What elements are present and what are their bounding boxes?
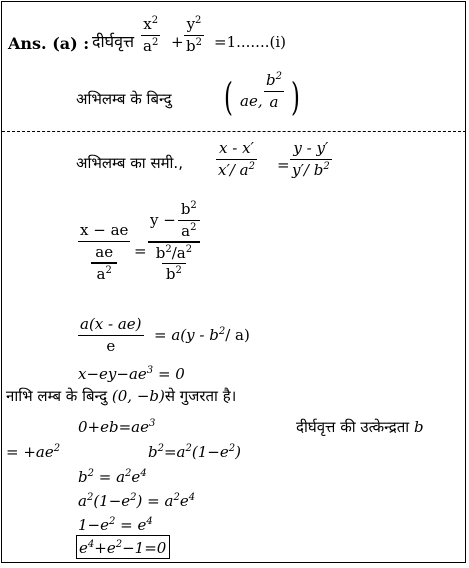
- line-5: नाभि लम्ब के बिन्दु (0, −b)से गुजरता है।: [6, 387, 237, 405]
- ellipse-x-term: $x^2$ $a^2$: [143, 15, 159, 55]
- section-divider: [2, 131, 466, 132]
- answer-label: Ans. (a) :: [8, 34, 90, 53]
- solution-box: [1, 1, 466, 563]
- line-4: $x-ey-ae^3 = 0$: [78, 365, 185, 383]
- final-answer: $e^4+e^2-1=0$: [79, 539, 167, 557]
- point-y-fraction: $b^2$ a: [266, 71, 282, 111]
- ellipse-rhs: =1.......(i): [214, 33, 286, 51]
- normal-eq-label: अभिलम्ब का समी.,: [76, 154, 183, 172]
- normal-eq-fraction-y: y - y′ y′/ $b^2$: [292, 139, 330, 179]
- line-6: $0+eb=ae^3$: [78, 418, 156, 436]
- ellipse-y-term: $y^2$ $b^2$: [186, 15, 202, 55]
- line-7a: = $+ae^2$: [6, 443, 61, 461]
- line-10: $1-e^2 = e^4$: [78, 516, 153, 534]
- step2-right-fraction: y − $\frac{b^2}{a^2}$ $b^2/a^2$ $b^2$: [148, 201, 200, 283]
- equals-2: =: [134, 242, 147, 260]
- left-paren: (: [223, 75, 233, 119]
- ellipse-word: दीर्घवृत्त: [92, 32, 135, 51]
- normal-points-label: अभिलम्ब के बिन्दु: [76, 90, 172, 108]
- equals-1: =: [277, 156, 290, 174]
- step3-fraction: a(x - ae) e: [80, 315, 142, 355]
- right-paren: ): [290, 75, 300, 119]
- normal-eq-fraction-x: x - x′ x′/ $a^2$: [218, 139, 256, 179]
- line-9: $a^2(1-e^2) = a^2e^4$: [78, 492, 196, 510]
- plus-sign: +: [171, 33, 184, 51]
- point-x: ae,: [240, 92, 263, 110]
- line-7b: $b^2=a^2(1-e^2)$: [148, 443, 241, 461]
- step2-left-fraction: x − ae $\frac{ae}{a^2}$: [80, 221, 129, 283]
- line-8: $b^2 = a^2e^4$: [78, 468, 147, 486]
- eccentricity-label: दीर्घवृत्त की उत्केन्द्रता b: [296, 418, 424, 436]
- step3-rhs: = $a(y - b^2/$ a): [154, 326, 250, 344]
